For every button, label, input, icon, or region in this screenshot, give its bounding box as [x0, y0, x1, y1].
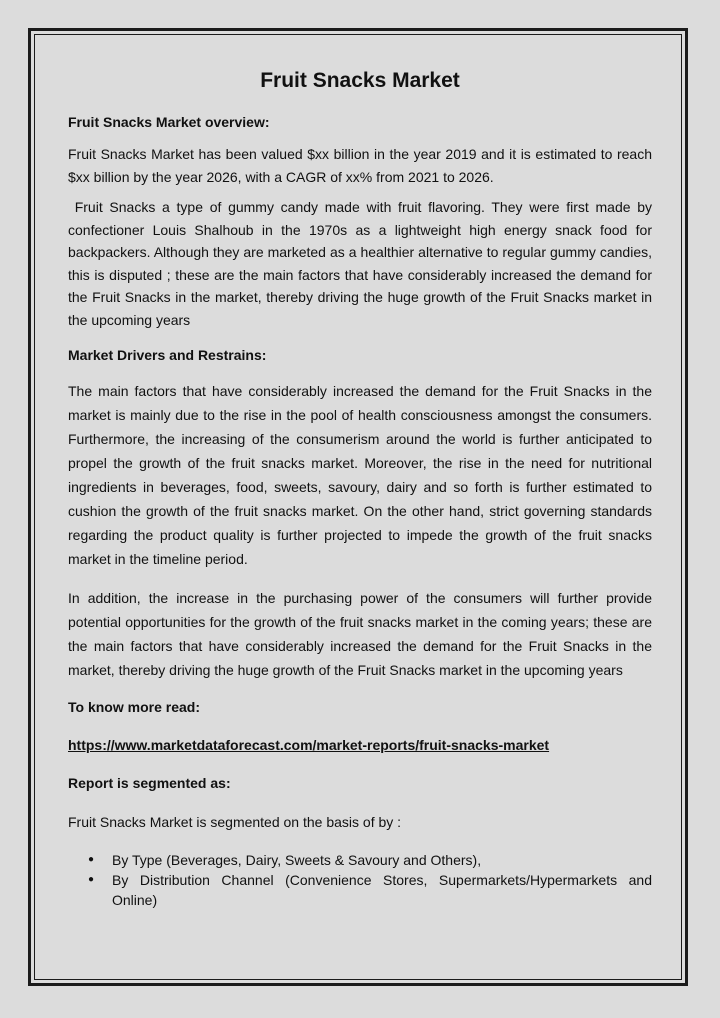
drivers-paragraph-1: The main factors that have considerably increased the demand for the Fruit Snacks in the market is mainly due to the rise in the pool of health consciousness amongst the consumers. Furthermore, the increasing of the consumerism around the world is further anticipated to propel the growth of the fruit snacks market. Moreover, the rise in the need for nutritional ingredients in beverages, food, sweets, savoury, dairy and so forth is further estimated to cushion the growth of the fruit snacks market. On the other hand, strict governing standards regarding the product quality is further projected to impede the growth of the fruit snacks market in the timeline period.: [68, 383, 652, 567]
know-more-heading: To know more read:: [68, 699, 200, 715]
overview-paragraph-2: Fruit Snacks a type of gummy candy made with fruit flavoring. They were first made by confectioner Louis Shalhoub in the 1970s as a lightweight high energy snack food for backpackers. Although they are marketed as a healthier alternative to regular gummy candies, this is disputed ; these are the main factors that have considerably increased the demand for the Fruit Snacks in the market, thereby driving the huge growth of the Fruit Snacks market in the upcoming years: [68, 199, 656, 328]
overview-paragraph-1: Fruit Snacks Market has been valued $xx billion in the year 2019 and it is estimated to reach $xx billion by the year 2026, with a CAGR of xx% from 2021 to 2026.: [68, 146, 652, 185]
drivers-paragraph-2: In addition, the increase in the purchasing power of the consumers will further provide potential opportunities for the growth of the fruit snacks market in the coming years; these are the main factors that have considerably increased the demand for the Fruit Snacks in the market, thereby driving the huge growth of the Fruit Snacks market in the upcoming years: [68, 590, 652, 678]
segmentation-heading: Report is segmented as:: [68, 775, 231, 791]
list-item: ● By Type (Beverages, Dairy, Sweets & Savoury and Others),: [112, 850, 652, 870]
segmentation-list: [68, 850, 652, 910]
list-item: ● By Distribution Channel (Convenience Stores, Supermarkets/Hypermarkets and Online): [112, 870, 652, 910]
drivers-heading: Market Drivers and Restrains:: [68, 347, 267, 363]
page-title: Fruit Snacks Market: [260, 69, 460, 92]
report-link[interactable]: https://www.marketdataforecast.com/market-reports/fruit-snacks-market: [68, 737, 550, 753]
overview-heading: Fruit Snacks Market overview:: [68, 114, 270, 130]
document-content: [68, 66, 656, 910]
segmentation-intro: Fruit Snacks Market is segmented on the basis of by :: [68, 814, 402, 830]
